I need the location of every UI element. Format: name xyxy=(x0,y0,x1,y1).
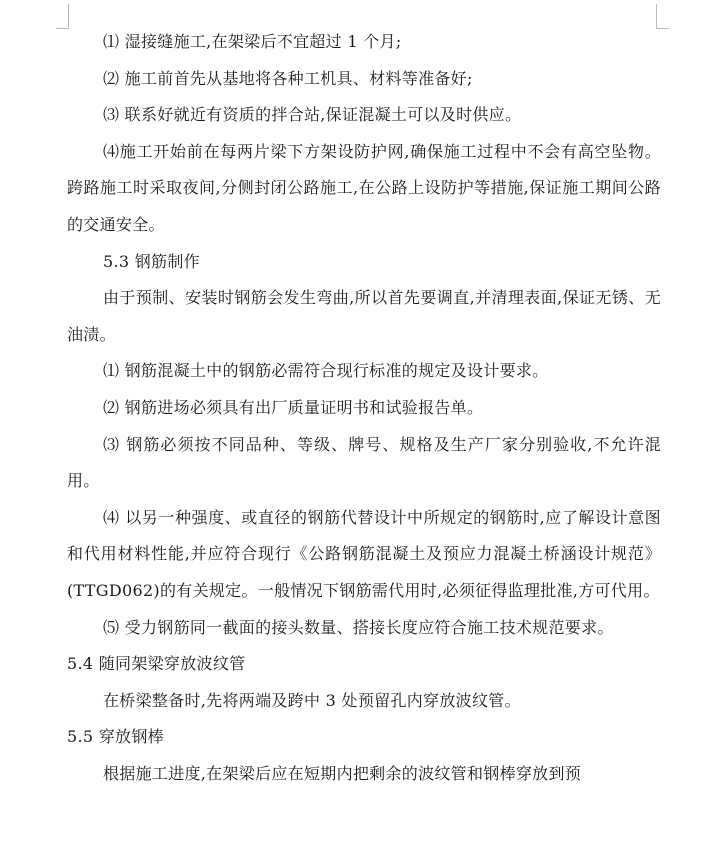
section-heading-rebar: 5.3 钢筋制作 xyxy=(103,251,200,271)
paragraph-protective-net: ⑷施工开始前在每两片梁下方架设防护网,确保施工过程中不会有高空坠物。跨路施工时采取夜间,分侧封闭公路施工,在公路上设防护等措施,保证施工期间公路的交通安全。 xyxy=(67,141,661,234)
paragraph-rebar-substitution: ⑷ 以另一种强度、或直径的钢筋代替设计中所规定的钢筋时,应了解设计意图和代用材料性能,并应符合现行《公路钢筋混凝土及预应力混凝土桥涵设计规范》(TTGD062)的有关规定。一般情况下钢筋需代用时,必须征得监理批准,方可代用。 xyxy=(67,507,661,600)
document-body xyxy=(67,24,661,792)
paragraph-rebar-joints: ⑸ 受力钢筋同一截面的接头数量、搭接长度应符合施工技术规范要求。 xyxy=(103,617,614,637)
section-heading-steel-rod: 5.5 穿放钢棒 xyxy=(67,727,164,747)
section-heading-corrugated-pipe: 5.4 随同架梁穿放波纹管 xyxy=(67,654,246,674)
paragraph-corrugated-pipe: 在桥梁整备时,先将两端及跨中 3 处预留孔内穿放波纹管。 xyxy=(103,690,521,710)
paragraph-rebar-standard: ⑴ 钢筋混凝土中的钢筋必需符合现行标准的规定及设计要求。 xyxy=(103,361,549,381)
paragraph-mixing-station: ⑶ 联系好就近有资质的拌合站,保证混凝土可以及时供应。 xyxy=(103,105,522,125)
paragraph-rebar-acceptance: ⑶ 钢筋必须按不同品种、等级、牌号、规格及生产厂家分别验收,不允许混用。 xyxy=(67,434,661,491)
paragraph-joint-construction: ⑴ 湿接缝施工,在架梁后不宜超过 1 个月; xyxy=(103,32,402,51)
paragraph-steel-rod: 根据施工进度,在架梁后应在短期内把剩余的波纹管和钢棒穿放到预 xyxy=(103,763,582,783)
paragraph-rebar-straighten: 由于预制、安装时钢筋会发生弯曲,所以首先要调直,并清理表面,保证无锈、无油渍。 xyxy=(67,288,661,344)
paragraph-rebar-certificate: ⑵ 钢筋进场必须具有出厂质量证明书和试验报告单。 xyxy=(103,397,484,417)
paragraph-prepare-tools: ⑵ 施工前首先从基地将各种工机具、材料等准备好; xyxy=(103,68,473,88)
